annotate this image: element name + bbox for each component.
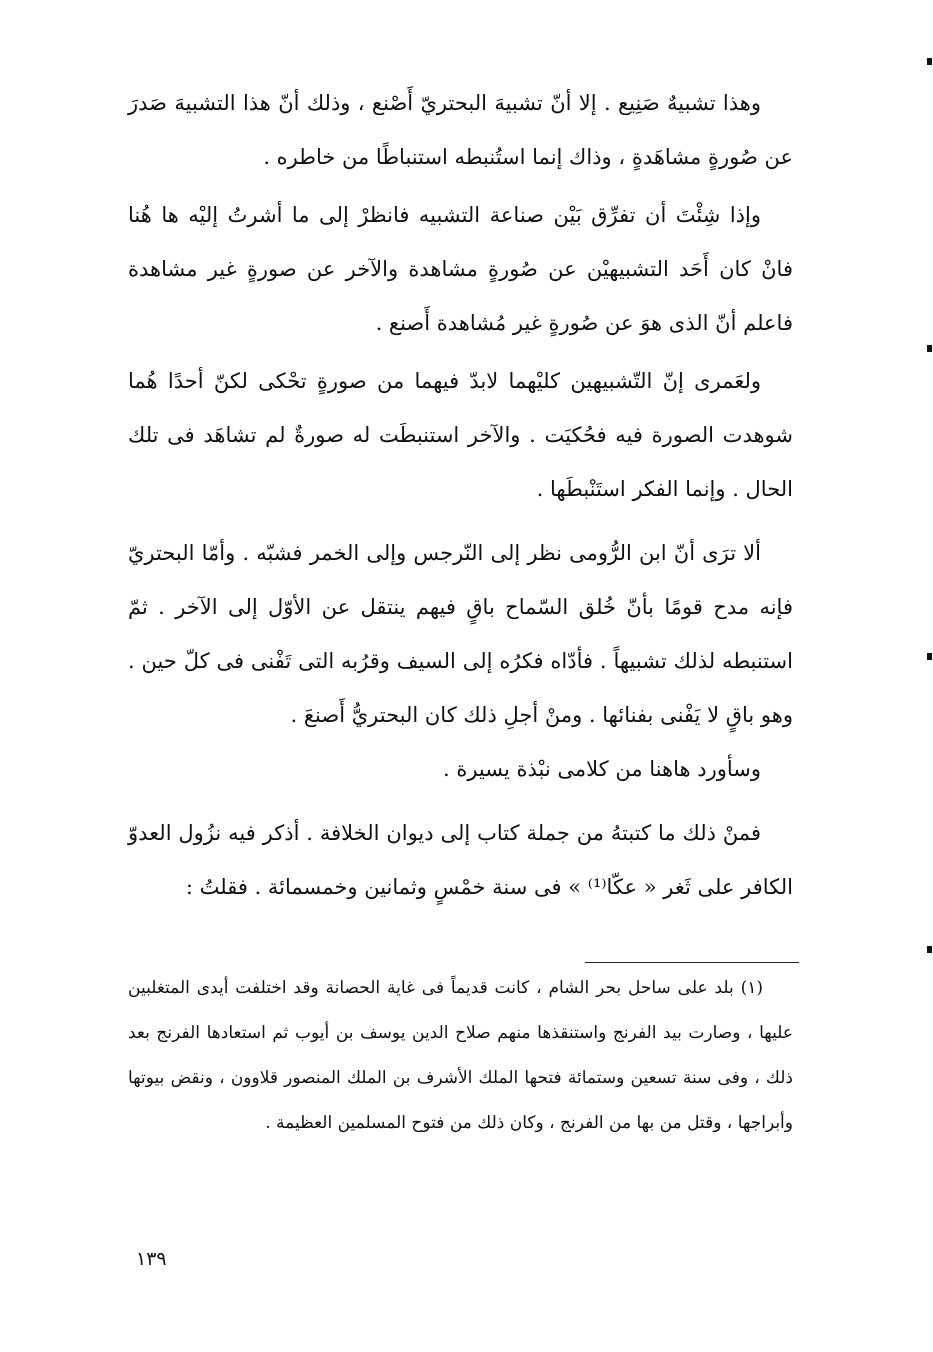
- margin-mark: [927, 653, 932, 660]
- paragraph-own-words-intro: وسأورد هاهنا من كلامى نبْذة يسيرة .: [442, 757, 761, 781]
- paragraph-distinguish-simile: وإذا شِئْتَ أن تفرِّق بَيْن صناعة التشبيه فانظرْ إلى ما أشرتُ إليْه ها هُنا فانْ كان أَحَد التشبيهيْن عن صُورةٍ مشاهدة والآخر عن صورةٍ غير مشاهدة فاعلم أنّ الذى هوَ عن صُورةٍ غير مُشاهدة أَصنع .: [128, 203, 793, 335]
- paragraph-letter-excerpt: فمنْ ذلك ما كتبتهُ من جملة كتاب إلى ديوان الخلافة . أذكر فيه نزُول العدوّ الكافر على ثَغر « عكّا⁽¹⁾ » فى سنة خمْسٍ وثمانين وخمسمائة . فقلتُ :: [128, 821, 793, 899]
- margin-mark: [927, 946, 932, 953]
- footnote-acre: (١) بلد على ساحل بحر الشام ، كانت قديماً فى غاية الحصانة وقد اختلفت أيدى المتغلبين عليها ، وصارت بيد الفرنج واستنقذها منهم صلاح الدين يوسف بن أيوب ثم استعادها الفرنج بعد ذلك ، وفى سنة تسعين وستمائة فتحها الملك الأشرف بن الملك المنصور قلاوون ، ونقض بيوتها وأبراجها ، وقتل من بها من الفرنج ، وكان ذلك من فتوح المسلمين العظيمة .: [128, 978, 793, 1133]
- margin-mark: [927, 58, 932, 65]
- footnotes: [128, 966, 793, 1146]
- paragraph-simile-comparison: وهذا تشبيهٌ صَنِيع . إلا أنّ تشبيهَ البحتريّ أَصْنع ، وذلك أنّ هذا التشبيهَ صَدرَ عن صُورةٍ مشاهَدةٍ ، وذاك إنما استُنبطه استنباطًا من خاطره .: [128, 91, 793, 169]
- main-text: [128, 76, 793, 914]
- paragraph-ibn-rumi-example: ألا ترَى أنّ ابن الرُّومى نظر إلى النّرجس وإلى الخمر فشبّه . وأمّا البحتريّ فإنه مدح قومًا بأنّ خُلق السّماح باقٍ فيهم ينتقل عن الأوّل إلى الآخر . ثمّ استنبطه لذلك تشبيهاً . فأدّاه فكرُه إلى السيف وقرُبه التى تَفْنى فى كلّ حين . وهو باقٍ لا يَفْنى بفنائها . ومنْ أجلِ ذلك كان البحتريُّ أَصنعَ .: [128, 541, 793, 727]
- paragraph-both-similes: ولعَمرى إنّ التّشبيهين كليْهما لابدّ فيهما من صورةٍ تحْكى لكنّ أحدًا هُما شوهدت الصورة فيه فحُكيَت . والآخر استنبطَت له صورةٌ لم تشاهَد فى تلك الحال . وإنما الفكر استَنْبطَها .: [128, 369, 793, 501]
- page-number: ١٣٩: [136, 1248, 167, 1270]
- margin-mark: [927, 345, 932, 352]
- footnote-separator: [585, 962, 799, 963]
